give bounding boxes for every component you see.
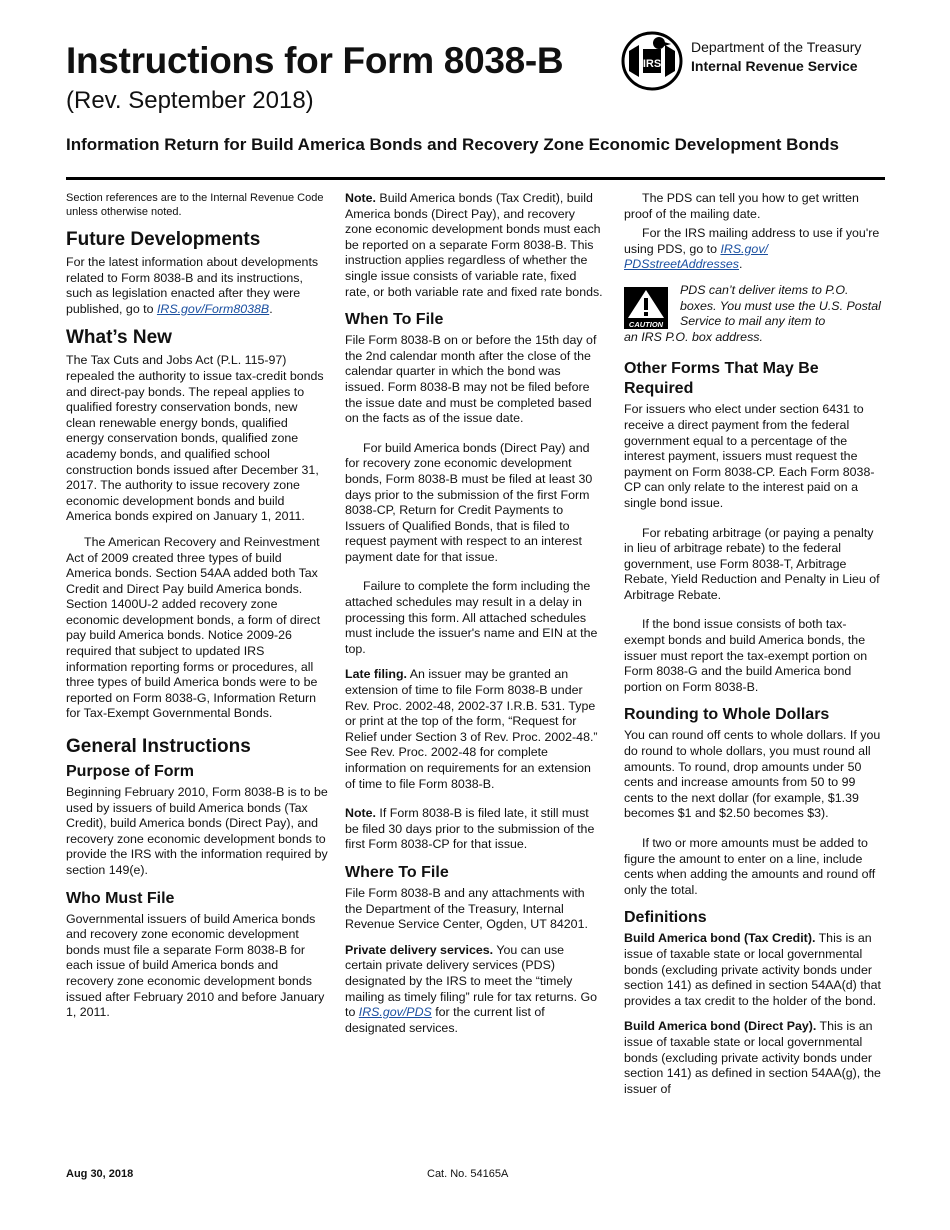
note-label: Note. xyxy=(345,191,376,205)
purpose-heading: Purpose of Form xyxy=(66,763,195,781)
when-to-file-paragraph: For build America bonds (Direct Pay) and for recovery zone economic development bonds, Form 8038-B must be filed at least 30 days prior to the submission of the first Form 8038-CP, Return for Credit Payments to Issuers of Qualified Bonds, that is filed to request payment with respect to an interest payment date for that issue. xyxy=(345,440,593,564)
rounding-paragraph: If two or more amounts must be added to figure the amount to enter on a line, include cents when adding the amounts and round off only the total. xyxy=(624,836,876,897)
note-paragraph: Note. If Form 8038-B is filed late, it still must be filed 30 days prior to the submission of the first Form 8038-CP for that issue. xyxy=(345,806,595,852)
whats-new-paragraph: The American Recovery and Reinvestment Act of 2009 created three types of build America bonds. Section 54AA added both Tax Credit and Direct Pay build America bonds. Section 1400U-2 added recovery zone economic development bonds, a form of direct pay build America bonds. Notice 2009-26 required that subject to updated IRS information reporting forms or procedures, all three types of build America bonds were to be reported on Form 8038-G, Information Return for Tax-Exempt Governmental Bonds. xyxy=(66,534,321,721)
caution-box xyxy=(624,283,886,345)
pds-address-paragraph: For the IRS mailing address to use if you're using PDS, go to IRS.gov/ PDSstreetAddresses. xyxy=(624,226,880,272)
other-forms-heading: Other Forms That May Be Required xyxy=(624,360,819,398)
document-subtitle: Information Return for Build America Bonds and Recovery Zone Economic Development Bonds xyxy=(66,135,839,154)
whats-new-heading: What’s New xyxy=(66,327,172,349)
other-forms-paragraph: If the bond issue consists of both tax-exempt bonds and build America bonds, the issuer must report the tax-exempt portion on Form 8038-G and the build America bond portion on Form 8038-B. xyxy=(624,617,868,694)
when-to-file-paragraph: File Form 8038-B on or before the 15th day of the 2nd calendar month after the close of the calendar quarter in which the bond was issued. Form 8038-B may not be filed before the issue date and must be completed based on the facts as of the issue date. xyxy=(345,333,597,426)
header-divider xyxy=(66,177,885,180)
definitions-heading: Definitions xyxy=(624,909,707,927)
general-instructions-heading: General Instructions xyxy=(66,736,251,758)
caution-text-tail: an IRS P.O. box address. xyxy=(624,329,763,344)
pds-street-addresses-link[interactable]: IRS.gov/ PDSstreetAddresses xyxy=(624,241,768,272)
rounding-heading: Rounding to Whole Dollars xyxy=(624,706,830,724)
section-references-note: Section references are to the Internal Revenue Code unless otherwise noted. xyxy=(66,192,324,218)
when-to-file-paragraph: Failure to complete the form including the attached schedules may result in a delay in processing this form. All attached schedules must include the issuer's name and EIN at the top. xyxy=(345,579,598,656)
other-forms-paragraph: For issuers who elect under section 6431 to receive a direct payment from the federal government equal to a percentage of the interest payment, issuers must request the payment on Form 8038-CP. Each Form 8038-CP can only relate to the interest paid on a single bond issue. xyxy=(624,402,875,510)
future-developments-text: For the latest information about developments related to Form 8038-B and its instructions, such as legislation enacted after they were published, go to IRS.gov/Form8038B. xyxy=(66,255,319,316)
irs-eagle-logo xyxy=(621,31,683,91)
department-name: Department of the Treasury xyxy=(691,39,862,55)
future-developments-heading: Future Developments xyxy=(66,229,261,250)
column-1 xyxy=(66,191,328,1031)
form8038b-link[interactable]: IRS.gov/Form8038B xyxy=(156,301,270,316)
definition-direct-pay: Build America bond (Direct Pay). This is an issue of taxable state or local governmental bonds (excluding private activity bonds under section 141) as defined in section 54AA(g), the issuer of xyxy=(624,1019,881,1096)
column-3 xyxy=(624,191,886,1107)
late-filing-label: Late filing. xyxy=(345,667,407,682)
late-filing-paragraph: Late filing. An issuer may be granted an extension of time to file Form 8038-B under Rev. Proc. 2002-48, 2002-37 I.R.B. 531. Type or print at the top of the form, “Request for Relief under Section 3 of Rev. Proc. 2002-48.” See Rev. Proc. 2002-48 for complete information on requirements for an extension of time to file Form 8038-B. xyxy=(345,667,598,791)
whats-new-paragraph: The Tax Cuts and Jobs Act (P.L. 115-97) repealed the authority to issue tax-credit bonds and direct-pay bonds. The repeal applies to qualified forestry conservation bonds, new clean renewable energy bonds, qualified energy conservation bonds, qualified zone academy bonds, and qualified school construction bonds issued after December 31, 2017. The authority to issue recovery zone economic development bonds and build America bonds expired on January 1, 2011. xyxy=(66,353,324,524)
when-to-file-heading: When To File xyxy=(345,311,444,329)
definition-tax-credit: Build America bond (Tax Credit). This is an issue of taxable state or local governmental bonds (excluding private activity bonds under section 141) as defined in section 54AA(d) that provides a tax credit to the holder of the bond. xyxy=(624,931,881,1008)
svg-text:IRS: IRS xyxy=(642,58,662,70)
private-delivery-paragraph: Private delivery services. You can use certain private delivery services (PDS) designated by the IRS to meet the “timely mailing as timely filing” rule for tax returns. Go to IRS.gov/PDS for the current list of designated services. xyxy=(345,942,598,1035)
who-must-file-heading: Who Must File xyxy=(66,889,175,907)
pds-label: Private delivery services. xyxy=(345,942,494,957)
rounding-paragraph: You can round off cents to whole dollars. If you do round to whole dollars, you must round all amounts. To round, drop amounts under 50 cents and increase amounts from 50 to 99 cents to the next dollar (for example, $1.39 becomes $1 and $2.50 becomes $3). xyxy=(624,728,881,821)
department-block xyxy=(691,38,861,76)
other-forms-paragraph: For rebating arbitrage (or paying a penalty in lieu of arbitrage rebate) to the federal government, use Form 8038-T, Arbitrage Rebate, Yield Reduction and Penalty in Lieu of Arbitrage Rebate. xyxy=(624,525,880,602)
caution-icon xyxy=(624,287,668,329)
agency-name: Internal Revenue Service xyxy=(691,58,858,74)
caution-text: PDS can’t deliver items to P.O. boxes. You must use the U.S. Postal Service to mail any item to xyxy=(680,282,881,329)
who-must-file-text: Governmental issuers of build America bonds and recovery zone economic development bonds must file a separate Form 8038-B for each issue of build America bonds and recovery zone economic development bonds issued after February 2010 and before January 1, 2011. xyxy=(66,911,325,1020)
where-to-file-text: File Form 8038-B and any attachments with the Department of the Treasury, Internal Revenue Service Center, Ogden, UT 84201. xyxy=(345,885,588,932)
footer-catalog-number: Cat. No. 54165A xyxy=(427,1168,509,1180)
column-2 xyxy=(345,191,603,1046)
caution-label: CAUTION xyxy=(628,319,664,329)
note-paragraph: Note. Build America bonds (Tax Credit), build America bonds (Direct Pay), and recovery zone economic development bonds must each be reported on a separate Form 8038-B. This instruction applies regardless of whether the single issue consists of variable rate, fixed rate, or both variable rate and fixed rate bonds. xyxy=(345,191,603,299)
revision-date: (Rev. September 2018) xyxy=(66,87,314,114)
footer-date: Aug 30, 2018 xyxy=(66,1168,134,1180)
irs-pds-link[interactable]: IRS.gov/PDS xyxy=(358,1005,432,1020)
purpose-text: Beginning February 2010, Form 8038-B is to be used by issuers of build America bonds (Tax Credit), build America bonds (Direct Pay), and recovery zone economic development bonds to provide the IRS with the information required by section 149(e). xyxy=(66,785,328,877)
pds-paragraph: The PDS can tell you how to get written proof of the mailing date. xyxy=(624,191,859,221)
where-to-file-heading: Where To File xyxy=(345,863,449,881)
note-label: Note. xyxy=(345,806,376,821)
document-title: Instructions for Form 8038-B xyxy=(66,40,564,81)
